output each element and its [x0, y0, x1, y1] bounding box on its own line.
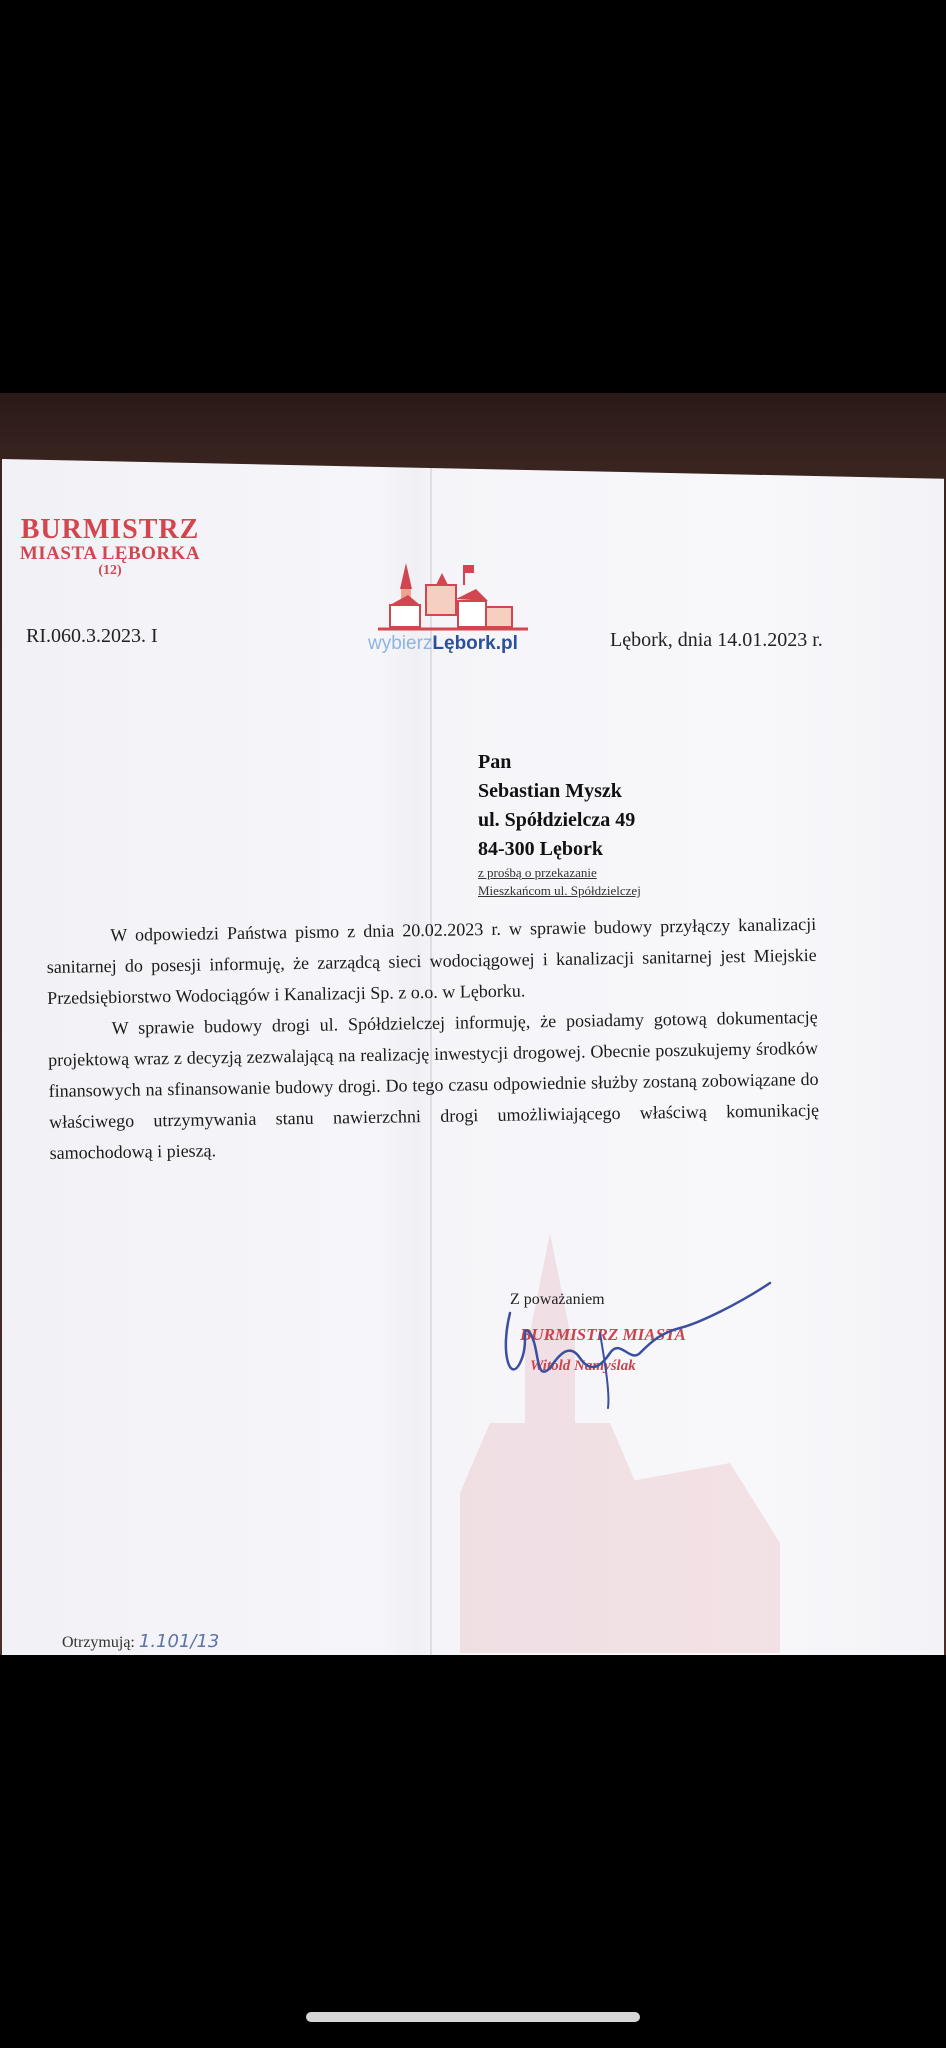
- recipient-note-1: z prośbą o przekazanie: [478, 865, 597, 880]
- received-label: Otrzymują:: [62, 1634, 135, 1651]
- document-photo: [0, 393, 946, 1655]
- mayor-letterhead: [10, 515, 210, 579]
- logo-brand: Lębork.pl: [432, 633, 518, 654]
- body-paragraph-1: W odpowiedzi Państwa pismo z dnia 20.02.2023 r. w sprawie budowy przyłączy kanalizacji sanitarnej do posesji informuję, że zarządcą sieci wodociągowej i kanalizacji sanitarnej jest Miejskie Przedsiębiorstwo Wodociągów i Kanalizacji Sp. z o.o. w Lęborku.: [46, 913, 817, 1008]
- recipient-salutation: Pan: [478, 751, 512, 773]
- letter-date: Lębork, dnia 14.01.2023 r.: [610, 629, 823, 651]
- letter-content: [0, 393, 946, 1655]
- recipient-name: Sebastian Myszk: [478, 780, 622, 802]
- received-handwritten: 1.101/13: [138, 1631, 220, 1652]
- mayor-stamp-title: BURMISTRZ MIASTA: [520, 1325, 686, 1344]
- letterhead-city: MIASTA LĘBORKA: [19, 543, 201, 565]
- recipient-note-2: Mieszkańcom ul. Spółdzielczej: [478, 883, 641, 898]
- home-indicator[interactable]: [306, 2012, 640, 2022]
- received-note: [62, 1631, 219, 1652]
- mayor-stamp-name: Witold Namyślak: [530, 1358, 636, 1374]
- body-paragraph-2: W sprawie budowy drogi ul. Spółdzielczej informuję, że posiadamy gotową dokumentację projektową wraz z decyzją zezwalającą na realizację inwestycji drogowej. Obecnie poszukujemy środków finansowych na sfinansowanie budowy drogi. Do tego czasu odpowiednie służby zostaną zobowiązane do właściwego utrzymywania stanu nawierzchni drogi umożliwiającego właściwą komunikację samochodową i pieszą.: [48, 1006, 820, 1163]
- recipient-city: 84-300 Lębork: [478, 838, 603, 860]
- recipient-address: [478, 748, 641, 900]
- website-logo: [368, 633, 518, 655]
- letterhead-title: BURMISTRZ: [20, 514, 200, 545]
- reference-number: RI.060.3.2023. I: [26, 625, 158, 647]
- recipient-street: ul. Spółdzielcza 49: [478, 809, 636, 831]
- logo-prefix: wybierz: [368, 633, 433, 654]
- handwritten-signature-icon: [480, 1273, 780, 1413]
- letter-body: [46, 909, 820, 1169]
- closing-regards: Z poważaniem: [510, 1291, 605, 1308]
- letterhead-number: (12): [98, 563, 122, 579]
